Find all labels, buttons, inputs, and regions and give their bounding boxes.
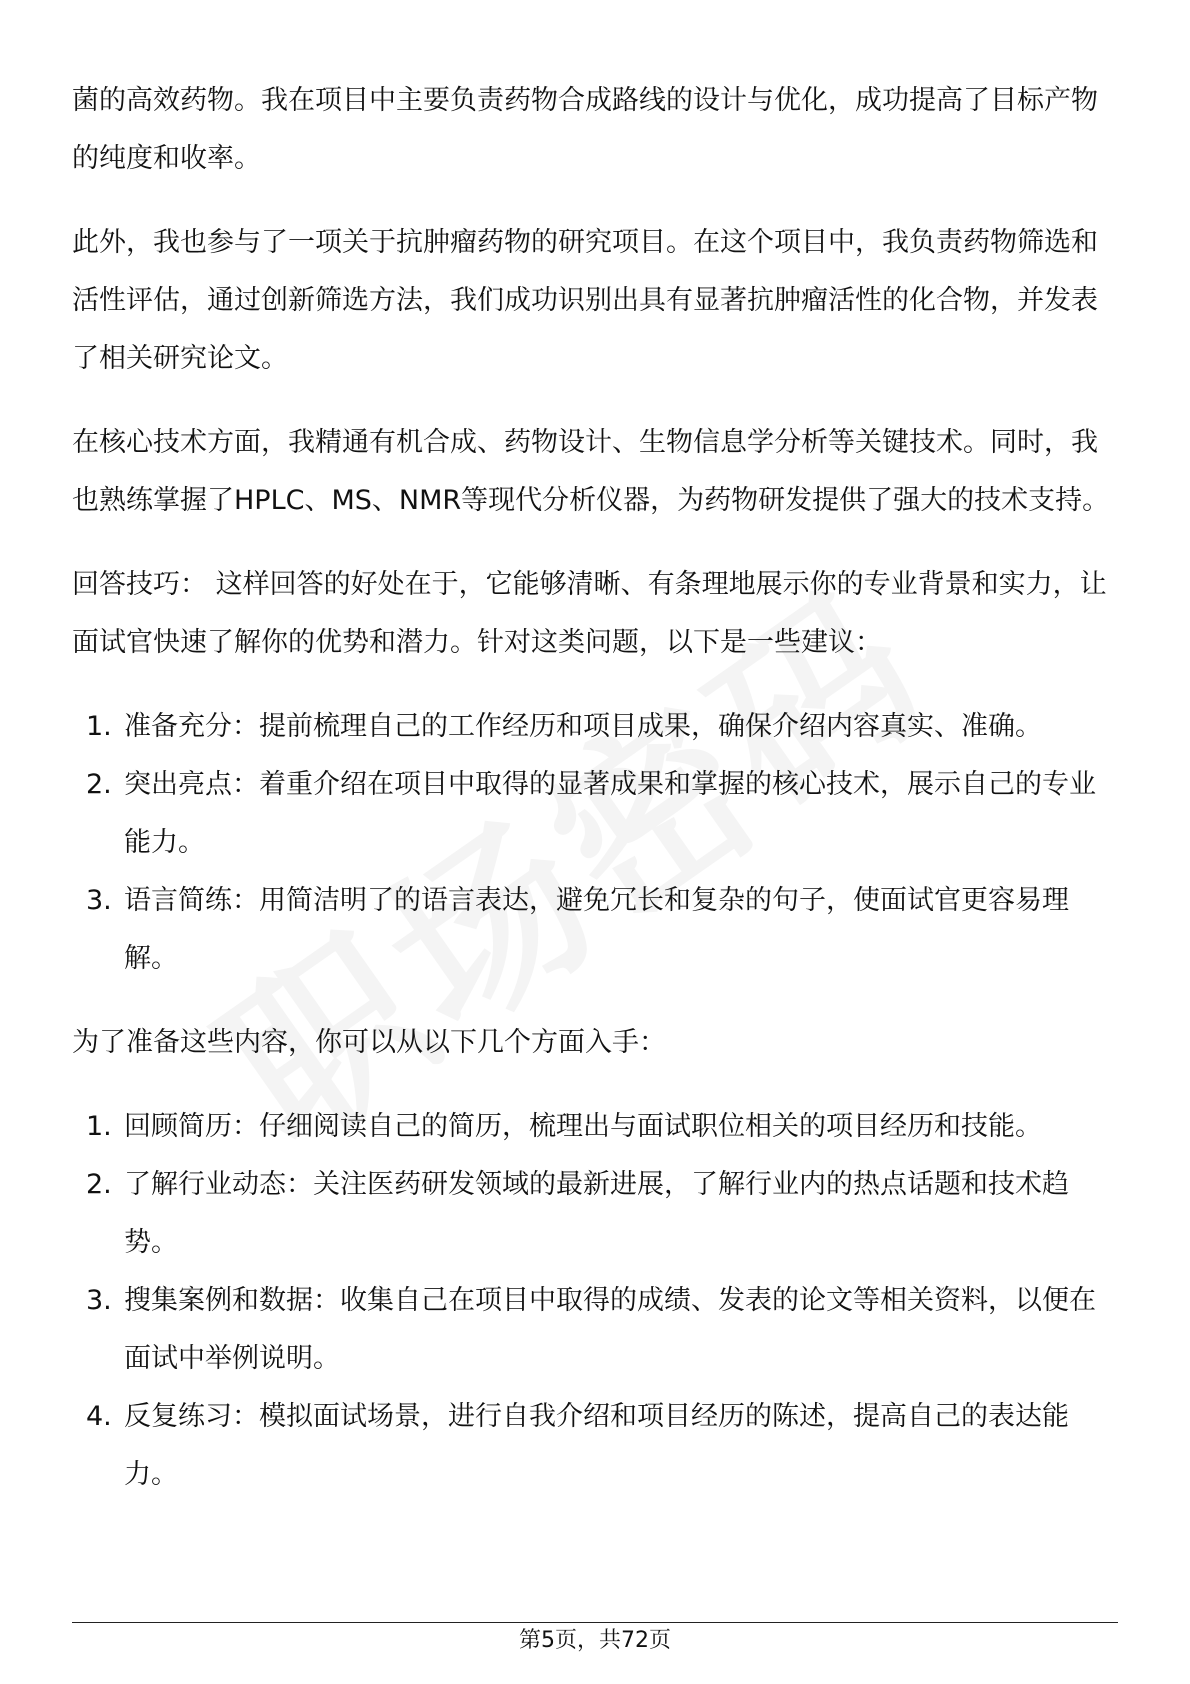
list-item <box>72 698 1120 756</box>
list-item-text: 反复练习：模拟面试场景，进行自我介绍和项目经历的陈述，提高自己的表达能力。 <box>124 1401 1069 1490</box>
list-item-number: 3. <box>86 1285 112 1316</box>
list-item-number: 1. <box>86 1111 112 1142</box>
list-item-text: 搜集案例和数据：收集自己在项目中取得的成绩、发表的论文等相关资料，以便在面试中举例说明。 <box>124 1285 1096 1374</box>
list-item <box>72 1098 1120 1156</box>
list-item-text: 准备充分：提前梳理自己的工作经历和项目成果，确保介绍内容真实、准确。 <box>124 711 1042 742</box>
tips-list <box>72 698 1120 988</box>
preparation-list <box>72 1098 1120 1504</box>
list-item <box>72 872 1120 988</box>
document-body <box>72 72 1120 1530</box>
list-item-text: 了解行业动态：关注医药研发领域的最新进展，了解行业内的热点话题和技术趋势。 <box>124 1169 1069 1258</box>
list-item <box>72 756 1120 872</box>
list-item-text: 语言简练：用简洁明了的语言表达，避免冗长和复杂的句子，使面试官更容易理解。 <box>124 885 1069 974</box>
list-item-number: 2. <box>86 769 112 800</box>
paragraph-answer-tips: 回答技巧： 这样回答的好处在于，它能够清晰、有条理地展示你的专业背景和实力，让面试官快速了解你的优势和潜力。针对这类问题，以下是一些建议： <box>72 569 1107 658</box>
list-item-text: 回顾简历：仔细阅读自己的简历，梳理出与面试职位相关的项目经历和技能。 <box>124 1111 1042 1142</box>
list-item-number: 3. <box>86 885 112 916</box>
paragraph-core-skills: 在核心技术方面，我精通有机合成、药物设计、生物信息学分析等关键技术。同时，我也熟练掌握了HPLC、MS、NMR等现代分析仪器，为药物研发提供了强大的技术支持。 <box>72 427 1110 516</box>
list-item <box>72 1156 1120 1272</box>
list-item-number: 4. <box>86 1401 112 1432</box>
page-number: 第5页，共72页 <box>519 1628 671 1653</box>
paragraph-preparation-intro: 为了准备这些内容，你可以从以下几个方面入手： <box>72 1027 666 1058</box>
list-item-number: 1. <box>86 711 112 742</box>
list-item-text: 突出亮点：着重介绍在项目中取得的显著成果和掌握的核心技术，展示自己的专业能力。 <box>124 769 1096 858</box>
list-item <box>72 1388 1120 1504</box>
list-item-number: 2. <box>86 1169 112 1200</box>
list-item <box>72 1272 1120 1388</box>
paragraph-project-summary: 菌的高效药物。我在项目中主要负责药物合成路线的设计与优化，成功提高了目标产物的纯度和收率。 <box>72 85 1098 174</box>
footer-divider <box>72 1622 1118 1623</box>
paragraph-antitumor-project: 此外，我也参与了一项关于抗肿瘤药物的研究项目。在这个项目中，我负责药物筛选和活性评估，通过创新筛选方法，我们成功识别出具有显著抗肿瘤活性的化合物，并发表了相关研究论文。 <box>72 227 1098 374</box>
